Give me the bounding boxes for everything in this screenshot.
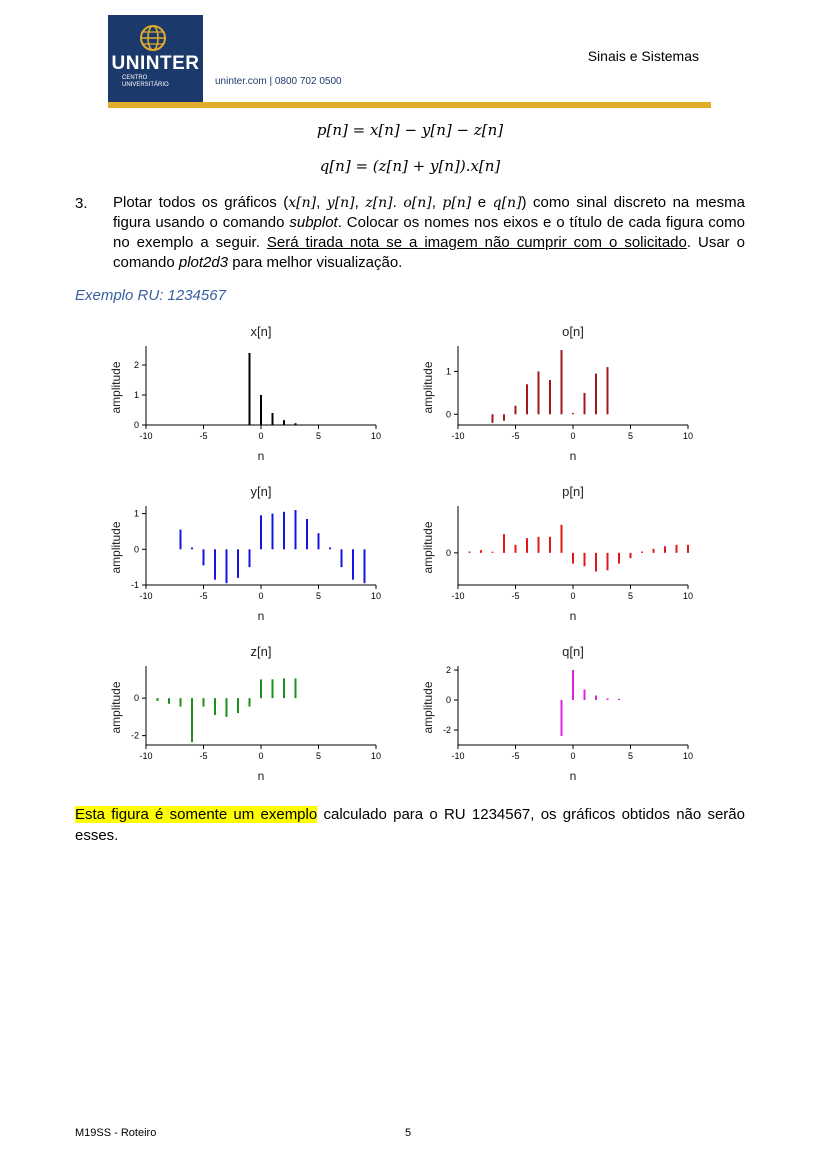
highlighted-text: Esta figura é somente um exemplo (75, 806, 318, 823)
x-tick-label: -10 (451, 751, 465, 761)
math-o: o[n] (403, 195, 432, 211)
x-tick-label: 0 (570, 591, 576, 601)
x-tick-label: 5 (315, 751, 322, 761)
item-text-part: para melhor visualização. (228, 254, 403, 271)
equation-p: p[n] = x[n] − y[n] − z[n] (316, 121, 504, 139)
y-tick-label: 1 (133, 390, 139, 400)
y-tick-label: 0 (445, 695, 451, 705)
y-tick-label: -1 (130, 580, 139, 590)
item-text-part: ) como sinal discreto na mesma figura usando o comando (113, 194, 745, 231)
math-q: q[n] (492, 195, 522, 211)
math-y: y[n] (326, 195, 355, 211)
y-tick-label: 1 (445, 366, 451, 377)
x-axis-label: n (569, 449, 577, 463)
subplot-title: q[n] (562, 644, 584, 659)
x-tick-label: 10 (370, 431, 382, 441)
x-tick-label: -5 (199, 751, 208, 761)
x-tick-label: 0 (570, 431, 576, 441)
item-sep: , (316, 194, 327, 211)
subplot-title: z[n] (250, 644, 272, 659)
math-x: x[n] (288, 195, 317, 211)
x-axis-label: n (257, 769, 265, 783)
uninter-logo (108, 15, 203, 105)
subplot-title: o[n] (562, 324, 584, 339)
x-tick-label: 5 (315, 431, 322, 441)
x-tick-label: 10 (370, 751, 382, 761)
command-subplot: subplot (289, 214, 338, 231)
x-axis-label: n (569, 769, 577, 783)
y-axis-label: amplitude (109, 361, 123, 414)
x-tick-label: -10 (139, 431, 153, 441)
item-text-part: . Usar o comando (113, 234, 746, 271)
running-title: Sinais e Sistemas (587, 48, 699, 64)
header-rule (108, 102, 711, 108)
x-tick-label: 10 (682, 591, 694, 601)
x-tick-label: -5 (511, 751, 520, 761)
x-tick-label: 5 (627, 591, 634, 601)
subplot-3 (109, 484, 381, 623)
example-label: Exemplo RU: 1234567 (75, 287, 226, 304)
y-axis-label: amplitude (421, 521, 435, 574)
x-tick-label: 0 (570, 751, 576, 761)
item-sep: , (354, 194, 366, 211)
subplot-figure (90, 315, 730, 795)
y-tick-label: 0 (445, 409, 451, 420)
y-axis-label: amplitude (109, 681, 123, 734)
footer-page-number: 5 (405, 1127, 412, 1139)
y-tick-label: 2 (445, 665, 451, 675)
subplot-title: p[n] (562, 484, 584, 499)
x-tick-label: -5 (511, 591, 520, 601)
x-tick-label: 0 (258, 591, 264, 601)
subplot-4 (421, 484, 693, 623)
x-tick-label: -10 (451, 591, 465, 601)
x-axis-label: n (569, 609, 577, 623)
note-rest: calculado para o RU 1234567, os gráficos obtidos não serão esses. (75, 806, 745, 844)
subplot-6 (421, 644, 693, 783)
x-tick-label: -5 (199, 591, 208, 601)
footer-doc-id: M19SS - Roteiro (75, 1127, 157, 1139)
command-plot2d3: plot2d3 (178, 254, 229, 271)
x-axis-label: n (257, 449, 265, 463)
item-3-paragraph (113, 193, 745, 273)
x-tick-label: -5 (199, 431, 208, 441)
x-tick-label: 5 (315, 591, 322, 601)
item-text-part: Plotar todos os gráficos ( (113, 194, 289, 211)
item-number: 3. (75, 195, 88, 212)
item-text-part: . Colocar os nomes nos eixos e o título de cada figura como no exemplo a seguir. (113, 214, 745, 251)
item-sep: , (431, 194, 443, 211)
x-tick-label: 10 (682, 431, 694, 441)
subplot-5 (109, 644, 381, 783)
y-axis-label: amplitude (421, 681, 435, 734)
logo-sub-line-2: UNIVERSITÁRIO (122, 82, 169, 88)
item-sep: e (471, 194, 493, 211)
y-tick-label: -2 (130, 730, 139, 741)
math-p: p[n] (442, 195, 472, 211)
x-tick-label: 0 (258, 431, 264, 441)
x-axis-label: n (257, 609, 265, 623)
y-tick-label: 0 (133, 693, 139, 704)
globe-icon (136, 23, 170, 53)
y-tick-label: 0 (133, 544, 139, 555)
y-tick-label: 1 (133, 508, 139, 519)
logo-sub-text (122, 75, 169, 89)
contact-line: uninter.com | 0800 702 0500 (215, 76, 342, 87)
note-paragraph (75, 804, 745, 846)
math-z: z[n] (365, 195, 393, 211)
x-tick-label: 10 (682, 751, 694, 761)
subplot-title: y[n] (250, 484, 272, 499)
y-tick-label: 0 (445, 547, 451, 558)
x-tick-label: -5 (511, 431, 520, 441)
y-tick-label: -2 (442, 725, 451, 735)
x-tick-label: 0 (258, 751, 264, 761)
x-tick-label: 5 (627, 431, 634, 441)
x-tick-label: 5 (627, 751, 634, 761)
y-tick-label: 2 (133, 360, 139, 370)
subplot-1 (109, 324, 381, 463)
x-tick-label: -10 (139, 751, 153, 761)
x-tick-label: -10 (139, 591, 153, 601)
x-tick-label: 10 (370, 591, 382, 601)
y-axis-label: amplitude (109, 521, 123, 574)
equation-q: q[n] = (z[n] + y[n]).x[n] (319, 157, 501, 175)
underlined-warning: Será tirada nota se a imagem não cumprir com o solicitado (266, 234, 687, 251)
logo-brand-text: UNINTER (111, 53, 200, 74)
y-axis-label: amplitude (421, 361, 435, 414)
item-sep: . (392, 194, 404, 211)
x-tick-label: -10 (451, 431, 465, 441)
subplot-2 (421, 324, 693, 463)
subplot-title: x[n] (250, 324, 272, 339)
y-tick-label: 0 (133, 420, 139, 430)
logo-sub-line-1: CENTRO (122, 75, 148, 81)
